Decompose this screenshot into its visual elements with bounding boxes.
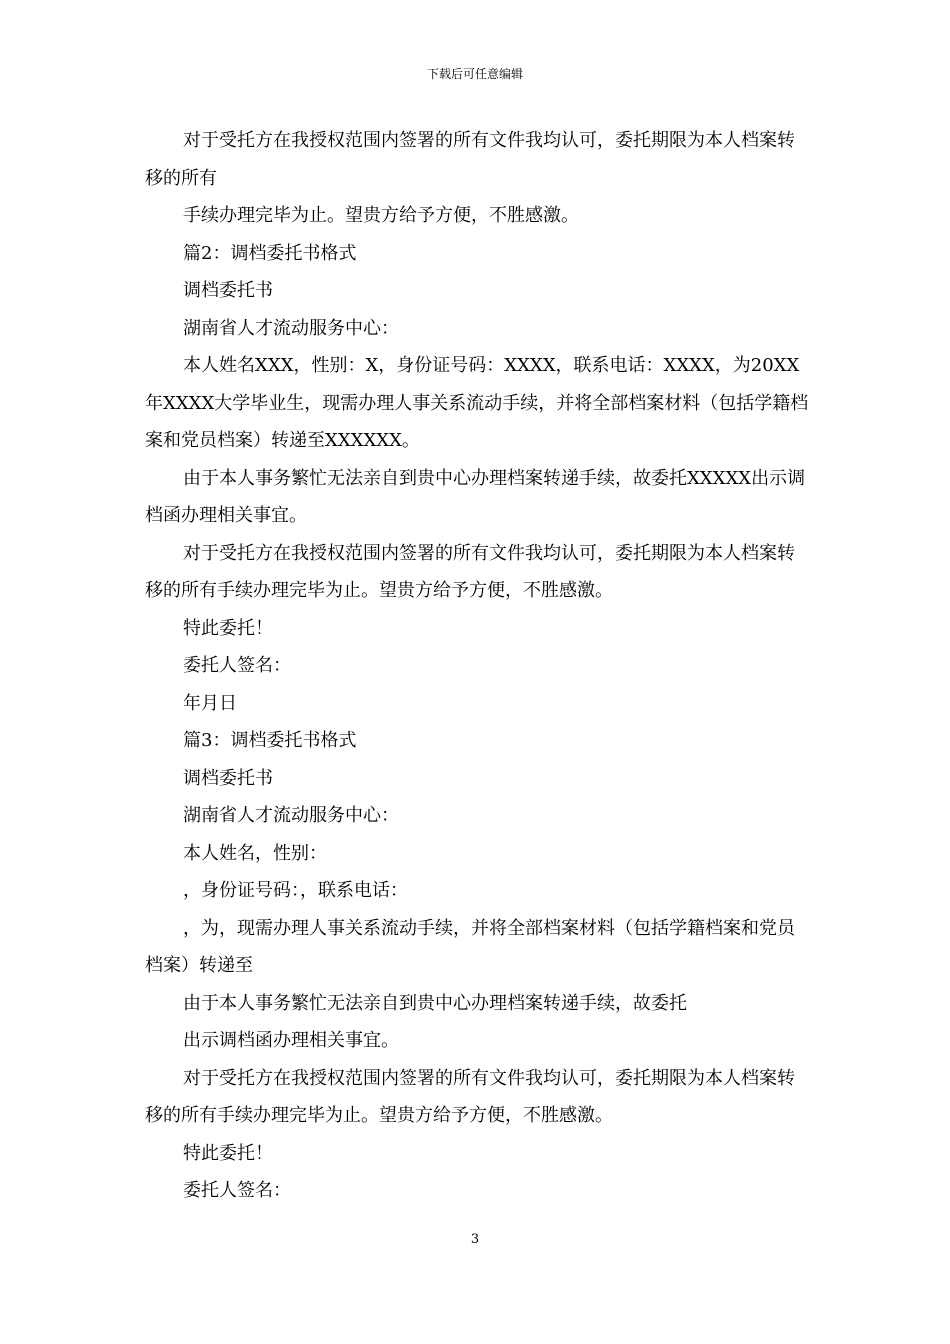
- document-title: 调档委托书: [183, 280, 273, 301]
- signature-line: 委托人签名：: [183, 1180, 291, 1201]
- paragraph: 对于受托方在我授权范围内签署的所有文件我均认可，委托期限为本人档案转移的所有: [145, 130, 795, 189]
- addressee: 湖南省人才流动服务中心：: [183, 805, 399, 826]
- document-body: [145, 122, 809, 1210]
- page-header: 下载后可任意编辑: [426, 67, 523, 81]
- paragraph: 手续办理完毕为止。望贵方给予方便，不胜感激。: [183, 205, 579, 226]
- section-heading: 篇3：调档委托书格式: [183, 730, 357, 751]
- signature-line: 委托人签名：: [183, 655, 291, 676]
- paragraph: 由于本人事务繁忙无法亲自到贵中心办理档案转递手续，故委托: [183, 992, 687, 1014]
- paragraph: 本人姓名，性别：: [183, 842, 327, 864]
- closing-line: 特此委托！: [183, 617, 273, 639]
- closing-line: 特此委托！: [183, 1142, 273, 1164]
- date-line: 年月日: [183, 692, 237, 714]
- paragraph: 本人姓名XXX，性别：X，身份证号码：XXXX，联系电话：XXXX，为20XX年XXXX大学毕业生，现需办理人事关系流动手续，并将全部档案材料（包括学籍档案和党员档案）转递至XXXXXX。: [145, 355, 809, 451]
- section-heading: 篇2：调档委托书格式: [183, 242, 357, 264]
- paragraph: 出示调档函办理相关事宜。: [183, 1030, 399, 1051]
- paragraph: 由于本人事务繁忙无法亲自到贵中心办理档案转递手续，故委托XXXXX出示调档函办理相关事宜。: [145, 467, 806, 526]
- addressee: 湖南省人才流动服务中心：: [183, 317, 399, 339]
- paragraph: ，为，现需办理人事关系流动手续，并将全部档案材料（包括学籍档案和党员档案）转递至: [145, 917, 795, 976]
- paragraph: 对于受托方在我授权范围内签署的所有文件我均认可，委托期限为本人档案转移的所有手续办理完毕为止。望贵方给予方便，不胜感激。: [145, 542, 795, 601]
- paragraph: ，身份证号码：，联系电话：: [183, 880, 408, 901]
- document-title: 调档委托书: [183, 767, 273, 789]
- page-number: 3: [470, 1232, 480, 1247]
- paragraph: 对于受托方在我授权范围内签署的所有文件我均认可，委托期限为本人档案转移的所有手续办理完毕为止。望贵方给予方便，不胜感激。: [145, 1067, 795, 1126]
